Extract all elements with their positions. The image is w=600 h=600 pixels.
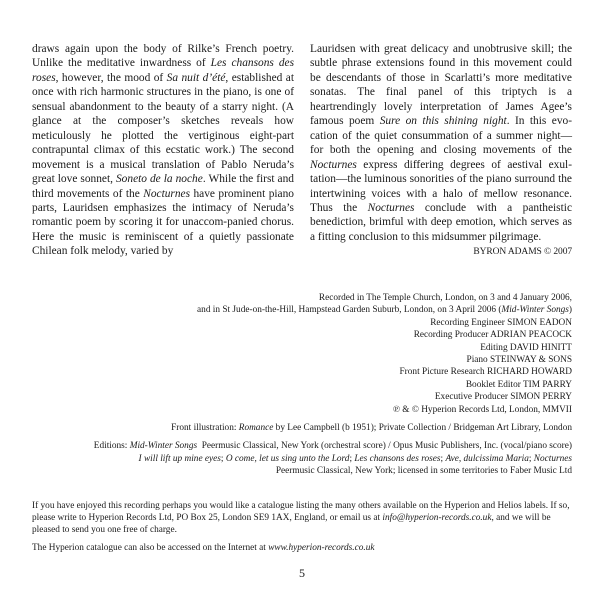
italic-title-run: Nocturnes — [310, 158, 357, 171]
author-signature: BYRON ADAMS © 2007 — [473, 247, 572, 258]
piano-credit: Piano STEINWAY & SONS — [466, 355, 572, 366]
italic-title-run: Les chansons des roses — [354, 453, 441, 464]
recorded-location-1: Recorded in The Temple Church, London, on 3 and 4 January 2006, — [318, 293, 572, 303]
email-link[interactable]: info@hyperion-records.co.uk — [382, 512, 492, 523]
italic-title-run: Sure on this shining night — [379, 115, 507, 128]
text-run: ; — [528, 453, 534, 464]
recorded-location-2-close: ) — [568, 305, 572, 316]
catalogue-request-part-2: , and we will be pleased to send you one free of charge. — [32, 512, 551, 535]
recorded-location-2-text: and in St Jude-on-the-Hill, Hampstead Garden Suburb, London, on 3 April 2006 ( — [197, 305, 502, 316]
text-run: ; — [349, 453, 355, 464]
editions-line-2 — [20, 453, 572, 465]
catalogue-internet-text — [32, 542, 580, 554]
recording-credits — [20, 292, 572, 416]
text-run: . In this evo-cation of the quiet consummation of a summer night—for both the opening and closing movements of the — [310, 115, 573, 157]
website-link[interactable]: www.hyperion-records.co.uk — [268, 542, 375, 553]
text-run: draws again upon the body of Rilke’s French poetry. Unlike the meditative inwardness of — [32, 43, 294, 70]
front-illustration-credit — [20, 422, 572, 434]
booklet-editor-credit: Booklet Editor TIM PARRY — [465, 379, 572, 390]
essay-left-text — [32, 42, 294, 259]
text-run: ; — [440, 453, 446, 464]
italic-title-run: Les chansons des roses — [32, 57, 295, 84]
front-illustration-label: Front illustration: — [171, 423, 239, 434]
editions-label: Editions: — [93, 441, 130, 452]
italic-title-run: Ave, dulcissima Maria — [445, 453, 529, 464]
editions-work-1: Mid-Winter Songs — [129, 441, 198, 452]
editions-credits — [20, 440, 572, 477]
executive-producer-credit: Executive Producer SIMON PERRY — [434, 392, 572, 403]
text-run: ; — [220, 453, 226, 464]
picture-research-credit: Front Picture Research RICHARD HOWARD — [399, 367, 572, 378]
catalogue-info — [32, 500, 580, 554]
text-run: express differing degrees of aestival exul-tation—the luminous sonorities of the piano surround the intertwining voices with a halo of mellow resonance. Thus the — [310, 158, 572, 214]
text-run: . While the first and third movements of the — [32, 173, 295, 200]
text-run: Lauridsen with great delicacy and unobtrusive skill; the subtle phrase extensions found in this movement could be descendants of those in Scarlatti’s more meditative sonatas. The final panel of this triptych is a heartrendingly lovely interpretation of James Agee’s famous poem — [310, 43, 572, 128]
recorded-location-2 — [20, 304, 572, 316]
recording-producer: Recording Producer ADRIAN PEACOCK — [413, 330, 572, 341]
italic-title-run: O come, let us sing unto the Lord — [225, 453, 350, 464]
editions-publisher-1: Peermusic Classical, New York (orchestral score) / Opus Music Publishers, Inc. (vocal/piano score) — [197, 441, 572, 452]
text-run: , established at once with rich harmonic structures in the piano, is one of sensual abandonment to the beauty of a starry night. (A glance at the composer’s sketches reveals how meticulously he plotted the vertiginous eight-part contrapuntal climax of this ecstatic work.) The second movement is a musical translation of Pablo Neruda’s great love sonnet, — [32, 71, 294, 186]
lower-section — [20, 292, 572, 581]
italic-title-run: Nocturnes — [367, 201, 415, 214]
italic-title-run: Nocturnes — [533, 453, 572, 464]
catalogue-request-part-1: If you have enjoyed this recording perhaps you would like a catalogue listing the many others available on the Hyperion and Helios labels. If so, please write to Hyperion Records Ltd, PO Box 25, London SE9 1AX, England, or email us at — [32, 500, 570, 523]
editing-credit: Editing DAVID HINITT — [480, 342, 572, 353]
essay-right-column — [310, 42, 572, 260]
catalogue-internet-label: The Hyperion catalogue can also be accessed on the Internet at — [32, 542, 269, 553]
italic-title-run: I will lift up mine eyes — [138, 453, 221, 464]
catalogue-request-text — [32, 500, 580, 536]
editions-publisher-2: Peermusic Classical, New York; licensed in some territories to Faber Music Ltd — [275, 466, 572, 477]
essay-left-column — [32, 42, 294, 259]
copyright-notice: ℗ & © Hyperion Records Ltd, London, MMVII — [392, 404, 572, 415]
front-illustration-title: Romance — [238, 423, 274, 434]
italic-title-run: Soneto de la noche — [115, 173, 203, 186]
italic-title-run: Nocturnes — [143, 187, 191, 200]
front-illustration-source: by Lee Campbell (b 1951); Private Collection / Bridgeman Art Library, London — [273, 423, 572, 434]
text-run: , however, the mood of — [55, 71, 167, 84]
text-run: conclude with a pantheistic benediction, brimful with deep emotion, which serves as a fitting conclusion to this midsummer pilgrimage. — [310, 201, 572, 243]
essay — [32, 42, 572, 260]
text-run: have prominent piano parts, Lauridsen emphasizes the intimacy of Neruda’s romantic poem by scoring it for unaccom-panied chorus. Here the music is reminiscent of a quietly passionate Chilean folk melody, varied by — [32, 187, 295, 258]
recording-engineer: Recording Engineer SIMON EADON — [430, 317, 572, 328]
editions-line-1 — [20, 440, 572, 452]
page-number: 5 — [299, 565, 305, 580]
recorded-location-2-work: Mid-Winter Songs — [501, 305, 569, 316]
italic-title-run: Sa nuit d’été — [166, 71, 226, 84]
essay-right-text — [310, 42, 572, 244]
